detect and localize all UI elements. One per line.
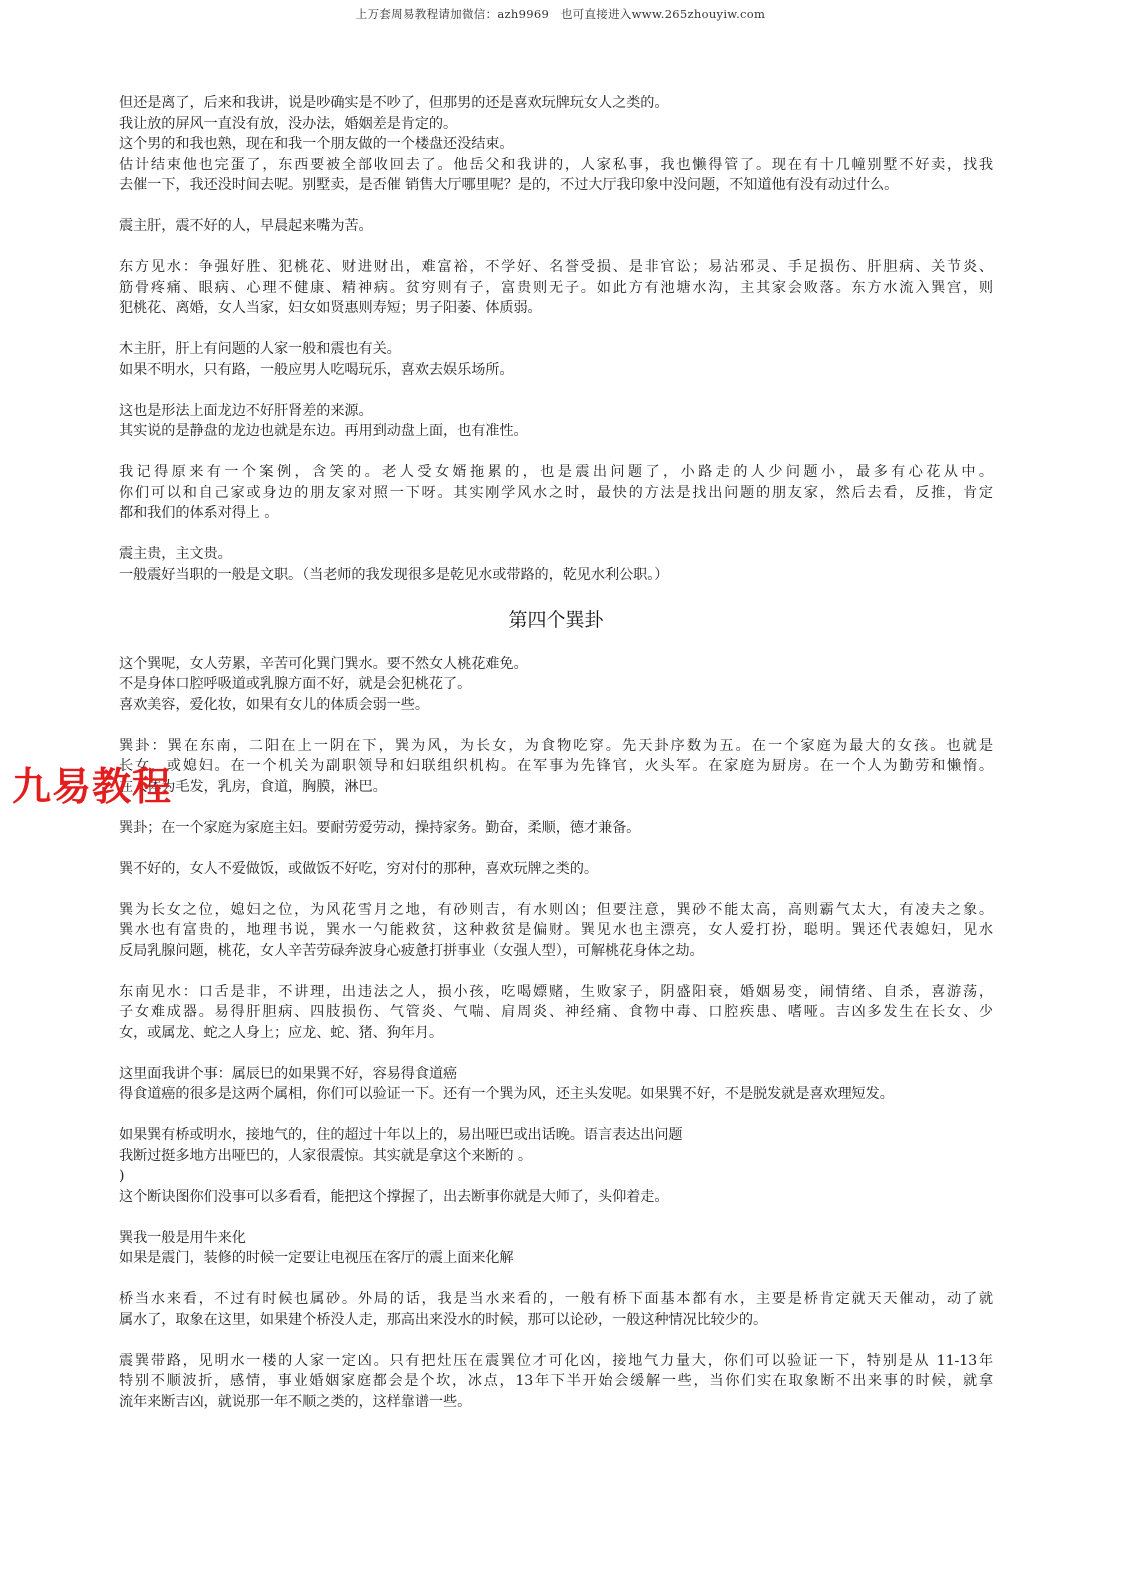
text-line: 我让放的屏风一直没有放，没办法，婚姻差是肯定的。 [119, 115, 458, 132]
paragraph [119, 736, 993, 798]
text-line: 反局乳腺问题，桃花，女人辛苦劳碌奔波身心疲惫打拼事业（女强人型），可解桃花身体之劫。 [119, 942, 704, 959]
document-body [119, 93, 993, 1433]
text-line: 筋骨疼痛、眼病、心理不健康、精神病。贫穷则有子，富贵则无子。如此方有池塘水沟，主其家会败落。东方水流入巽宫，则 [119, 279, 993, 296]
text-line: 震主贵，主文贵。 [119, 546, 232, 562]
text-line: 犯桃花、离婚，女人当家，妇女如贤惠则寿短；男子阳萎、体质弱。 [119, 300, 542, 316]
text-line: 这个男的和我也熟，现在和我一个朋友做的一个楼盘还没结束。 [119, 136, 514, 152]
text-line: 得食道癌的很多是这两个属相，你们可以验证一下。还有一个巽为风，还主头发呢。如果巽不好，不是脱发就是喜欢理短发。 [119, 1086, 894, 1102]
text-line: 我断过挺多地方出哑巴的，人家很震惊。其实就是拿这个来断的 。 [119, 1147, 532, 1164]
text-line: 不是身体口腔呼吸道或乳腺方面不好，就是会犯桃花了。 [119, 676, 472, 692]
text-line: 女，或属龙、蛇之人身上；应龙、蛇、猪、狗年月。 [119, 1024, 444, 1041]
paragraph [119, 859, 993, 880]
paragraph [119, 818, 993, 839]
text-line: 东方见水：争强好胜、犯桃花、财进财出，难富裕，不学好、名誉受损、是非官讼；易沾邪灵、手足损伤、肝胆病、关节炎、 [119, 259, 993, 275]
paragraph [119, 401, 993, 442]
text-line: 如果是震门，装修的时候一定要让电视压在客厅的震上面来化解 [119, 1250, 514, 1266]
text-line: 东南见水：口舌是非，不讲理，出违法之人，损小孩，吃喝嫖赌，生败家子，阴盛阳衰，婚姻易变，闹情绪、自杀，喜游荡， [119, 983, 993, 1000]
page-header: 上万套周易教程请加微信：azh9969 也可直接进入www.265zhouyiw.com [355, 7, 766, 21]
section-heading: 第四个巽卦 [508, 608, 604, 631]
text-line: 这里面我讲个事：属辰巳的如果巽不好，容易得食道癌 [119, 1065, 458, 1082]
text-line: 巽为长女之位，媳妇之位，为风花雪月之地，有砂则吉，有水则凶；但要注意，巽砂不能太高，高则霸气太大，有凌夫之象。 [119, 901, 993, 918]
watermark-logo: 九易教程 [12, 765, 173, 810]
text-line: 长女，或媳妇。在一个机关为副职领导和妇联组织机构。在军事为先锋官，火头军。在家庭为厨房。在一个人为勤劳和懒惰。 [119, 758, 993, 774]
paragraph [119, 462, 993, 524]
paragraph [119, 1351, 993, 1413]
paragraph [119, 216, 993, 237]
text-line: 流年来断吉凶，就说那一年不顺之类的，这样靠谱一些。 [119, 1393, 472, 1410]
text-line: 巽卦；在一个家庭为家庭主妇。要耐劳爱劳动，操持家务。勤奋，柔顺，德才兼备。 [119, 819, 641, 836]
paragraph [119, 900, 993, 962]
text-line: 特别不顺波折，感情，事业婚姻家庭都会是个坎，冰点，13年下半开始会缓解一些，当你们实在取象断不出来事的时候，就拿 [119, 1373, 993, 1389]
text-line: 在人体为毛发，乳房，食道，胸膜，淋巴。 [119, 778, 387, 795]
text-line: 去催一下，我还没时间去呢。别墅卖，是否催 销售大厅哪里呢？是的，不过大厅我印象中没问题，不知道他有没有动过什么。 [119, 177, 899, 193]
text-line: 一般震好当职的一般是文职。（当老师的我发现很多是乾见水或带路的，乾见水利公职。） [119, 566, 669, 583]
section-before [119, 93, 993, 585]
text-line: 子女难成器。易得肝胆病、四肢损伤、气管炎、气喘、肩周炎、神经痛、食物中毒、口腔疾患、嗜哑。吉凶多发生在长女、少 [119, 1004, 993, 1020]
paragraph [119, 1064, 993, 1105]
text-line: 震主肝，震不好的人，早晨起来嘴为苦。 [119, 218, 373, 234]
paragraph [119, 1289, 993, 1330]
text-line: 巽卦：巽在东南，二阳在上一阴在下，巽为风，为长女，为食物吃穿。先天卦序数为五。在一个家庭为最大的女孩。也就是 [119, 737, 993, 754]
text-line: 这个断诀图你们没事可以多看看，能把这个撑握了，出去断事你就是大师了，头仰着走。 [119, 1188, 669, 1205]
text-line: 桥当水来看，不过有时候也属砂。外局的话，我是当水来看的，一般有桥下面基本都有水，主要是桥肯定就天天催动，动了就 [119, 1291, 993, 1307]
text-line: 这也是形法上面龙边不好肝肾差的来源。 [119, 402, 373, 419]
text-line: 这个巽呢，女人劳累，辛苦可化巽门巽水。要不然女人桃花难免。 [119, 655, 528, 672]
text-line: 估计结束他也完蛋了，东西要被全部收回去了。他岳父和我讲的，人家私事，我也懒得管了。现在有十几幢别墅不好卖，找我 [119, 156, 993, 173]
section-after [119, 654, 993, 1413]
text-line: 巽我一般是用牛来化 [119, 1229, 246, 1246]
paragraph [119, 339, 993, 380]
text-line: 木主肝，肝上有问题的人家一般和震也有关。 [119, 341, 401, 357]
text-line: 喜欢美容，爱化妆，如果有女儿的体质会弱一些。 [119, 696, 429, 713]
text-line: 其实说的是静盘的龙边也就是东边。再用到动盘上面，也有准性。 [119, 423, 528, 439]
text-line: 但还是离了，后来和我讲，说是吵确实是不吵了，但那男的还是喜欢玩牌玩女人之类的。 [119, 95, 669, 111]
paragraph [119, 544, 993, 585]
paragraph [119, 257, 993, 319]
text-line: 属水了，取象在这里，如果建个桥没人走，那高出来没水的时候，那可以论砂，一般这种情况比较少的。 [119, 1311, 768, 1328]
paragraph [119, 93, 993, 196]
text-line: 我记得原来有一个案例，含笑的。老人受女婿拖累的，也是震出问题了，小路走的人少问题小，最多有心花从中。 [119, 464, 993, 480]
text-line: 你们可以和自己家或身边的朋友家对照一下呀。其实刚学风水之时，最快的方法是找出问题的朋友家，然后去看，反推，肯定 [119, 484, 993, 501]
text-line: 都和我们的体系对得上 。 [119, 505, 279, 521]
paragraph [119, 1125, 993, 1207]
text-line: 如果巽有桥或明水，接地气的，住的超过十年以上的，易出哑巴或出话晚。语言表达出问题 [119, 1127, 683, 1143]
text-line: 如果不明水，只有路，一般应男人吃喝玩乐，喜欢去娱乐场所。 [119, 361, 514, 378]
text-line: 巽不好的，女人不爱做饭，或做饭不好吃，穷对付的那种，喜欢玩牌之类的。 [119, 860, 598, 877]
text-line: 巽水也有富贵的，地理书说，巽水一勺能救贫，这种救贫是偏财。巽见水也主漂亮，女人爱打扮，聪明。巽还代表媳妇，见水 [119, 922, 993, 938]
text-line: ) [119, 1168, 125, 1184]
paragraph [119, 654, 993, 716]
text-line: 震巽带路，见明水一楼的人家一定凶。只有把灶压在震巽位才可化凶，接地气力量大，你们可以验证一下，特别是从 11-13年 [119, 1352, 993, 1369]
paragraph [119, 1228, 993, 1269]
paragraph [119, 982, 993, 1044]
